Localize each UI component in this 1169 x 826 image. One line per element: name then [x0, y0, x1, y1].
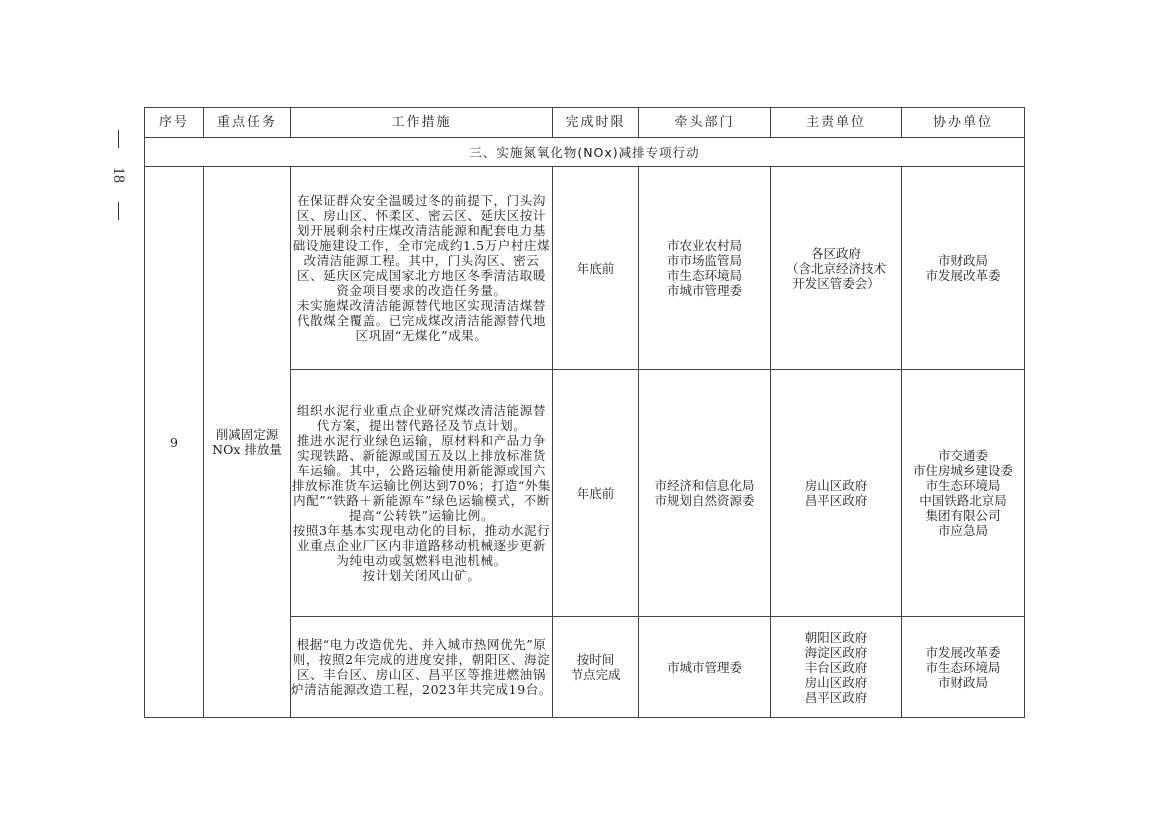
measures-cell: 在保证群众安全温暖过冬的前提下，门头沟区、房山区、怀柔区、密云区、延庆区按计划开展剩余村庄煤改清洁能源和配套电力基础设施建设工作，全市完成约1.5万户村庄煤改清洁能源工程。其中，门头沟区、密云区、延庆区完成国家北方地区冬季清洁取暖资金项目要求的改造任务量。 未实施煤改清洁能源替代地区实现清洁煤替代散煤全覆盖。已完成煤改清洁能源替代地区巩固“无煤化”成果。	[291, 167, 553, 370]
assisting-cell: 市交通委 市住房城乡建设委 市生态环境局 中国铁路北京局 集团有限公司 市应急局	[902, 370, 1025, 617]
item-task: 削减固定源 NOx 排放量	[204, 167, 291, 718]
deadline-cell: 按时间 节点完成	[553, 617, 639, 718]
lead-cell: 市经济和信息化局 市规划自然资源委	[639, 370, 771, 617]
assisting-cell: 市财政局 市发展改革委	[902, 167, 1025, 370]
header-task: 重点任务	[204, 108, 291, 138]
header-responsible: 主责单位	[771, 108, 902, 138]
page-number	[106, 130, 130, 220]
deadline-cell: 年底前	[553, 370, 639, 617]
page-number-dash-top	[118, 130, 119, 148]
header-assisting: 协办单位	[902, 108, 1025, 138]
assisting-cell: 市发展改革委 市生态环境局 市财政局	[902, 617, 1025, 718]
header-index: 序号	[145, 108, 204, 138]
page-number-dash-bottom	[118, 202, 119, 220]
page-number-text: 18	[110, 167, 127, 183]
header-measures: 工作措施	[291, 108, 553, 138]
header-row	[145, 108, 1025, 138]
responsible-cell: 房山区政府 昌平区政府	[771, 370, 902, 617]
deadline-cell: 年底前	[553, 167, 639, 370]
measures-cell: 根据“电力改造优先、并入城市热网优先”原则，按照2年完成的进度安排，朝阳区、海淀区、丰台区、房山区、昌平区等推进燃油锅炉清洁能源改造工程，2023年共完成19台。	[291, 617, 553, 718]
lead-cell: 市农业农村局 市市场监管局 市生态环境局 市城市管理委	[639, 167, 771, 370]
table-row	[145, 167, 1025, 370]
task-table	[144, 107, 1025, 718]
section-row	[145, 138, 1025, 167]
section-title: 三、实施氮氧化物(NOx)减排专项行动	[145, 138, 1025, 167]
measures-cell: 组织水泥行业重点企业研究煤改清洁能源替代方案，提出替代路径及节点计划。 推进水泥行业绿色运输，原材料和产品力争实现铁路、新能源或国五及以上排放标准货车运输。其中，公路运输使用新能源或国六排放标准货车运输比例达到70%；打造“外集内配”“铁路＋新能源车”绿色运输模式，不断提高“公转铁”运输比例。 按照3年基本实现电动化的目标，推动水泥行业重点企业厂区内非道路移动机械逐步更新为纯电动或氢燃料电池机械。 按计划关闭风山矿。	[291, 370, 553, 617]
item-index: 9	[145, 167, 204, 718]
responsible-cell: 各区政府 （含北京经济技术 开发区管委会）	[771, 167, 902, 370]
lead-cell: 市城市管理委	[639, 617, 771, 718]
responsible-cell: 朝阳区政府 海淀区政府 丰台区政府 房山区政府 昌平区政府	[771, 617, 902, 718]
header-deadline: 完成时限	[553, 108, 639, 138]
header-lead: 牵头部门	[639, 108, 771, 138]
